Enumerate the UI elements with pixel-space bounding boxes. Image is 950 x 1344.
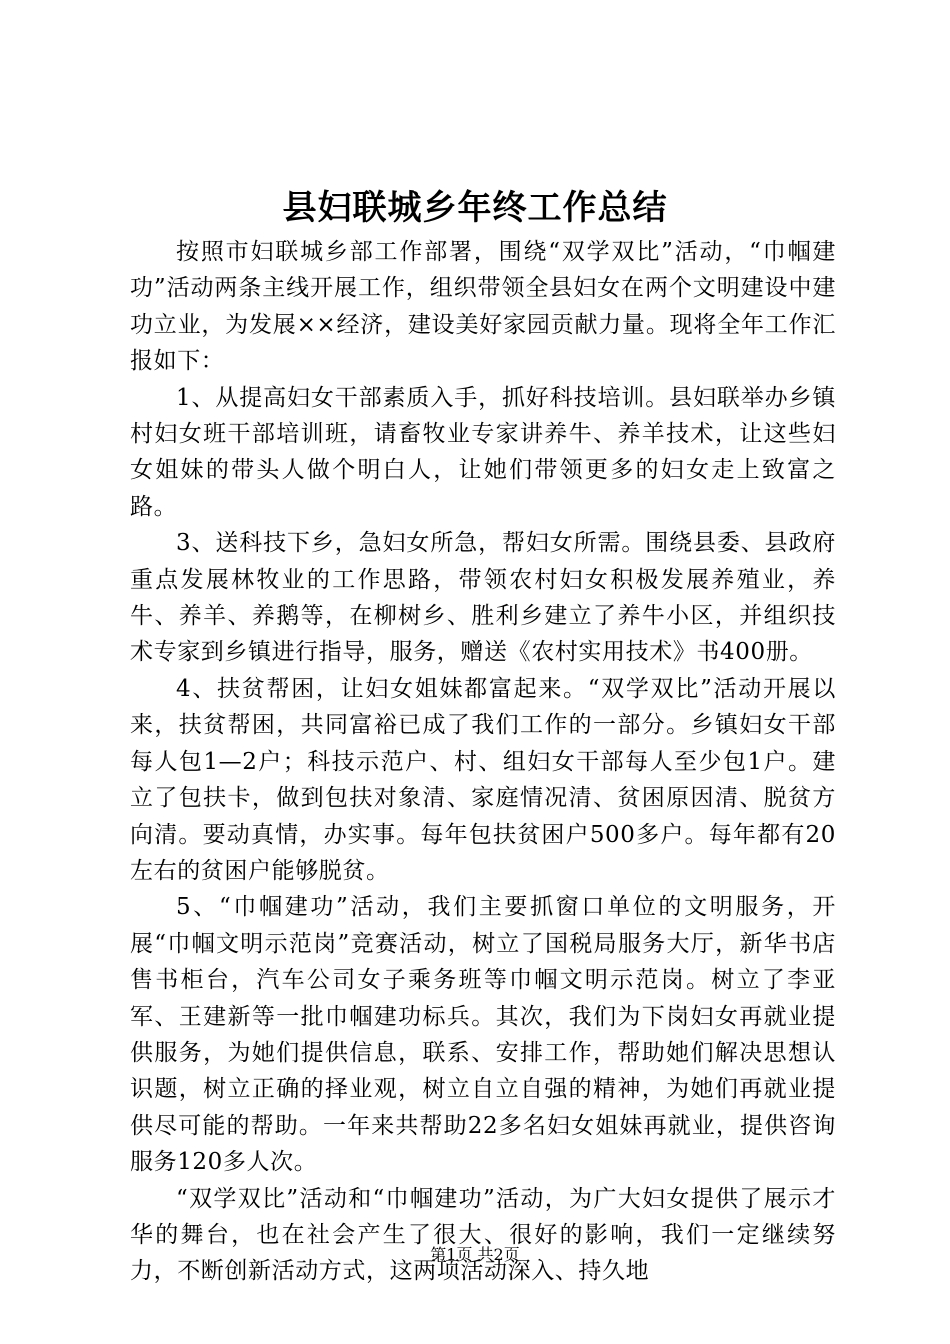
paragraph-item-1: 1、从提高妇女干部素质入手，抓好科技培训。县妇联举办乡镇村妇女班干部培训班，请畜牧业专家讲养牛、养羊技术，让这些妇女姐妹的带头人做个明白人，让她们带领更多的妇女走上致富之路。: [130, 384, 836, 520]
paragraph-item-3: 3、送科技下乡，急妇女所急，帮妇女所需。围绕县委、县政府重点发展林牧业的工作思路，带领农村妇女积极发展养殖业，养牛、养羊、养鹅等，在柳树乡、胜利乡建立了养牛小区，并组织技术专家到乡镇进行指导，服务，赠送《农村实用技术》书400册。: [130, 530, 836, 666]
paragraph-item-4: 4、扶贫帮困，让妇女姐妹都富起来。“双学双比”活动开展以来，扶贫帮困，共同富裕已成了我们工作的一部分。乡镇妇女干部每人包1—2户；科技示范户、村、组妇女干部每人至少包1户。建立了包扶卡，做到包扶对象清、家庭情况清、贫困原因清、脱贫方向清。要动真情，办实事。每年包扶贫困户500多户。每年都有20左右的贫困户能够脱贫。: [130, 675, 836, 884]
page-number-footer: 第1页 共2页: [430, 1245, 520, 1264]
document-body: [130, 234, 836, 1290]
paragraph-conclusion: “双学双比”活动和“巾帼建功”活动，为广大妇女提供了展示才华的舞台，也在社会产生了很大、很好的影响，我们一定继续努力，不断创新活动方式，这两项活动深入、持久地: [130, 1185, 836, 1285]
paragraph-intro: 按照市妇联城乡部工作部署，围绕“双学双比”活动，“巾帼建功”活动两条主线开展工作，组织带领全县妇女在两个文明建设中建功立业，为发展××经济，建设美好家园贡献力量。现将全年工作汇报如下：: [130, 239, 836, 375]
paragraph-item-5: 5、“巾帼建功”活动，我们主要抓窗口单位的文明服务，开展“巾帼文明示范岗”竞赛活动，树立了国税局服务大厅，新华书店售书柜台，汽车公司女子乘务班等巾帼文明示范岗。树立了李亚军、王建新等一批巾帼建功标兵。其次，我们为下岗妇女再就业提供服务，为她们提供信息，联系、安排工作，帮助她们解决思想认识题，树立正确的择业观，树立自立自强的精神，为她们再就业提供尽可能的帮助。一年来共帮助22多名妇女姐妹再就业，提供咨询服务120多人次。: [130, 894, 836, 1176]
document-title: 县妇联城乡年终工作总结: [282, 188, 668, 228]
